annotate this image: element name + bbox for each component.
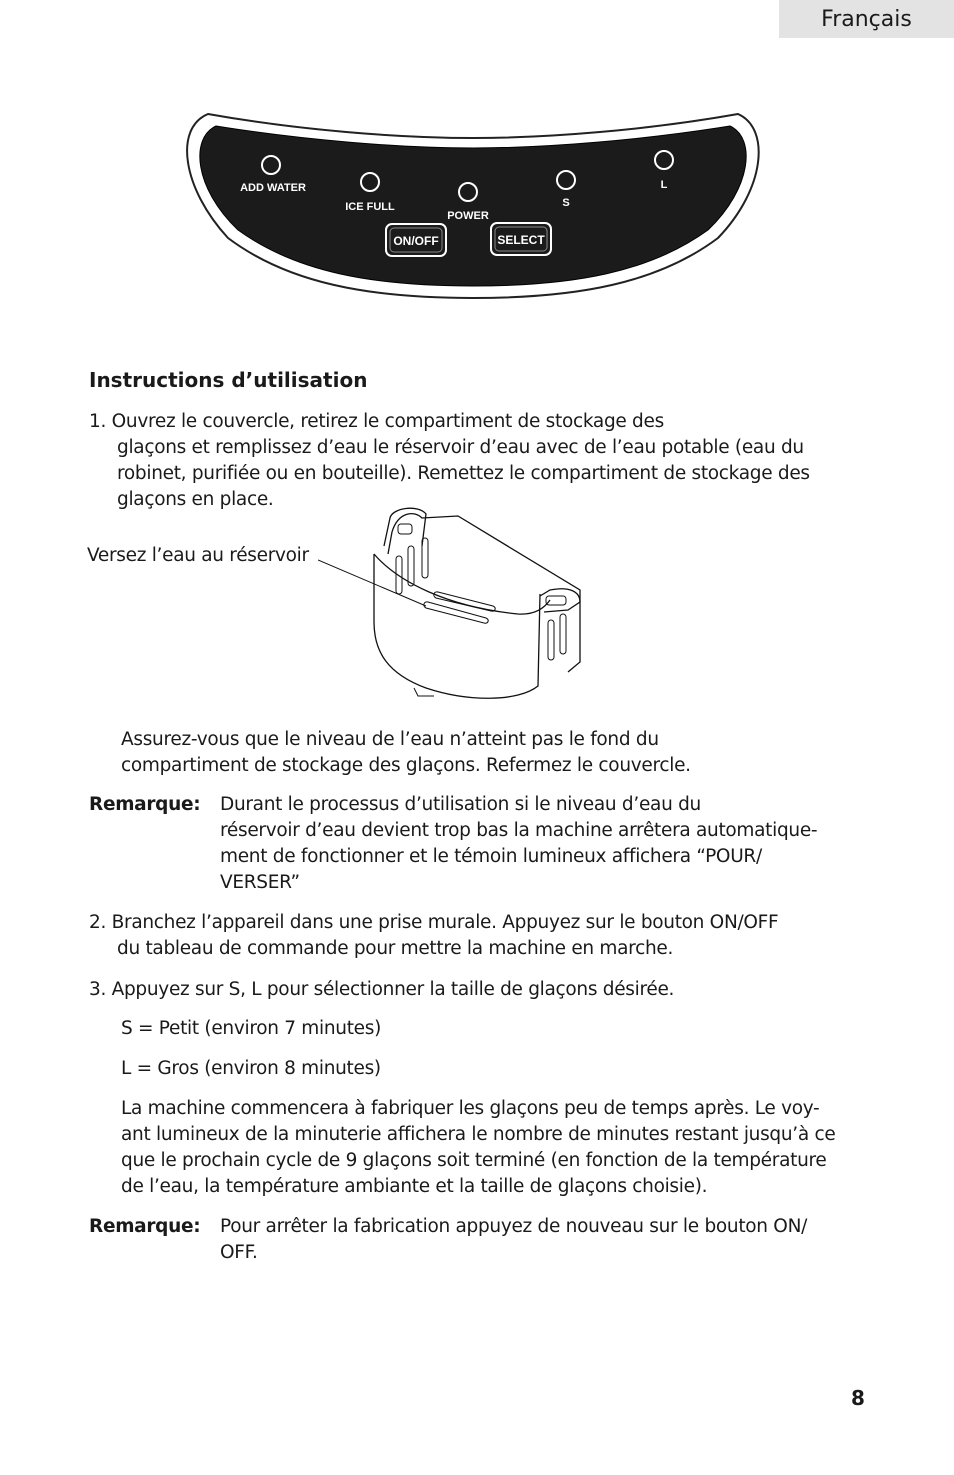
indicator-label-add-water: ADD WATER <box>240 182 306 194</box>
on-off-button <box>386 224 446 256</box>
step1-line3: robinet, purifiée ou en bouteille). Remettez le compartiment de stockage des <box>117 463 810 484</box>
select-button-label: SELECT <box>497 233 545 247</box>
assurez-line2: compartiment de stockage des glaçons. Refermez le couvercle. <box>121 755 691 776</box>
page-number: 8 <box>851 1386 865 1410</box>
step1-line4: glaçons en place. <box>117 489 274 510</box>
language-tab: Français <box>779 0 954 38</box>
machine-line1: La machine commencera à fabriquer les glaçons peu de temps après. Le voy- <box>121 1098 820 1119</box>
note1-line4: VERSER” <box>220 872 300 893</box>
control-panel-illustration <box>178 108 768 308</box>
on-off-button-label: ON/OFF <box>393 234 439 248</box>
machine-line4: de l’eau, la température ambiante et la taille de glaçons choisie). <box>121 1176 708 1197</box>
note2-label: Remarque: <box>89 1216 201 1237</box>
indicator-label-ice-full: ICE FULL <box>345 201 395 213</box>
step2-line2: du tableau de commande pour mettre la machine en marche. <box>117 938 674 959</box>
step1-line1: 1. Ouvrez le couvercle, retirez le compartiment de stockage des <box>89 411 664 432</box>
step3-line: 3. Appuyez sur S, L pour sélectionner la taille de glaçons désirée. <box>89 979 675 1000</box>
callout-label: Versez l’eau au réservoir <box>87 545 309 566</box>
note1-line2: réservoir d’eau devient trop bas la machine arrêtera automatique- <box>220 820 818 841</box>
machine-line2: ant lumineux de la minuterie affichera le nombre de minutes restant jusqu’à ce <box>121 1124 836 1145</box>
step2-line1: 2. Branchez l’appareil dans une prise murale. Appuyez sur le bouton ON/OFF <box>89 912 779 933</box>
note1-line3: ment de fonctionner et le témoin lumineux affichera “POUR/ <box>220 846 762 867</box>
section-heading: Instructions d’utilisation <box>89 368 368 392</box>
assurez-line1: Assurez-vous que le niveau de l’eau n’atteint pas le fond du <box>121 729 659 750</box>
note1-label: Remarque: <box>89 794 201 815</box>
note1-line1: Durant le processus d’utilisation si le niveau d’eau du <box>220 794 701 815</box>
machine-line3: que le prochain cycle de 9 glaçons soit terminé (en fonction de la température <box>121 1150 827 1171</box>
indicator-label-power: POWER <box>447 210 489 222</box>
note2-line1: Pour arrêter la fabrication appuyez de nouveau sur le bouton ON/ <box>220 1216 808 1237</box>
step1-line2: glaçons et remplissez d’eau le réservoir d’eau avec de l’eau potable (eau du <box>117 437 804 458</box>
size-s-line: S = Petit (environ 7 minutes) <box>121 1018 382 1039</box>
indicator-label-l: L <box>660 179 668 191</box>
select-button <box>491 223 551 255</box>
ice-bin-illustration <box>318 502 590 702</box>
note2-line2: OFF. <box>220 1242 258 1263</box>
indicator-label-s: S <box>562 197 570 209</box>
size-l-line: L = Gros (environ 8 minutes) <box>121 1058 381 1079</box>
